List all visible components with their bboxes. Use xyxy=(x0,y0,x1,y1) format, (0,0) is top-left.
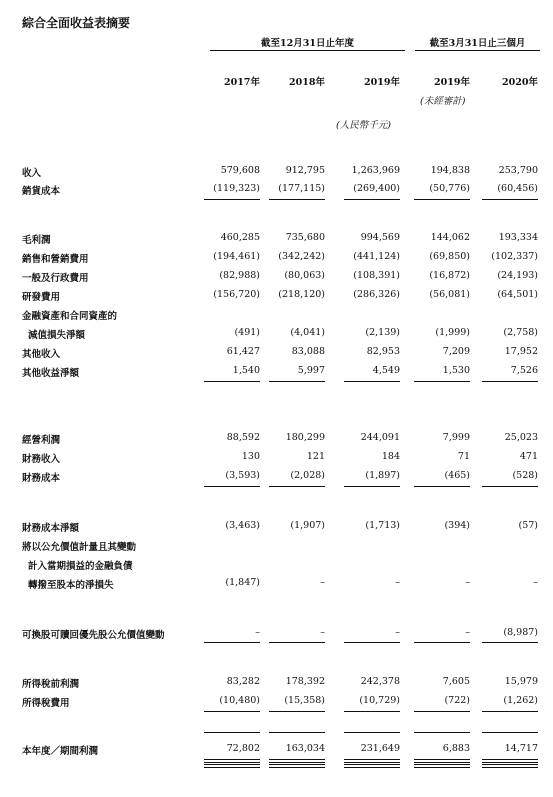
cell-value: – xyxy=(533,577,538,588)
cell-value: (286,326) xyxy=(353,289,400,300)
subtotal-rule xyxy=(414,486,470,487)
cell-value: 71 xyxy=(457,451,470,462)
cell-value: (342,242) xyxy=(278,251,325,262)
double-underline xyxy=(269,759,325,763)
cell-value: 144,062 xyxy=(430,232,470,243)
group-underline xyxy=(415,50,540,51)
subtotal-rule xyxy=(344,711,400,712)
cell-value: 1,263,969 xyxy=(351,165,400,176)
cell-value: 193,334 xyxy=(498,232,538,243)
cell-value: – xyxy=(320,577,325,588)
double-underline xyxy=(269,764,325,768)
subtotal-rule xyxy=(482,199,538,200)
cell-value: 7,209 xyxy=(442,346,470,357)
subtotal-rule xyxy=(344,199,400,200)
cell-value: (1,907) xyxy=(290,520,325,531)
cell-value: 7,999 xyxy=(442,432,470,443)
row-label: 減值損失淨額 xyxy=(28,330,86,341)
cell-value: (1,713) xyxy=(365,520,400,531)
cell-value: 231,649 xyxy=(360,743,400,754)
cell-value: (2,028) xyxy=(290,470,325,481)
subtotal-rule xyxy=(414,381,470,382)
cell-value: (15,358) xyxy=(284,695,325,706)
subtotal-rule xyxy=(344,732,400,733)
cell-value: – xyxy=(255,627,260,638)
cell-value: (60,456) xyxy=(497,183,538,194)
subtotal-rule xyxy=(204,642,260,643)
cell-value: (4,041) xyxy=(290,327,325,338)
cell-value: 180,299 xyxy=(285,432,325,443)
year-group-header: 截至12月31日止年度 xyxy=(261,38,354,49)
cell-value: 83,282 xyxy=(226,676,260,687)
cell-value: (177,115) xyxy=(278,183,325,194)
double-underline xyxy=(482,764,538,768)
subtotal-rule xyxy=(204,199,260,200)
cell-value: 994,569 xyxy=(360,232,400,243)
cell-value: (1,262) xyxy=(503,695,538,706)
subtotal-rule xyxy=(344,486,400,487)
col-header-2019-q1: 2019年 xyxy=(434,77,470,88)
cell-value: – xyxy=(320,627,325,638)
cell-value: (16,872) xyxy=(429,270,470,281)
cell-value: 184 xyxy=(381,451,400,462)
cell-value: (50,776) xyxy=(429,183,470,194)
row-label: 計入當期損益的金融負債 xyxy=(28,561,133,572)
row-label: 銷貨成本 xyxy=(22,186,61,197)
row-label: 金融資產和合同資產的 xyxy=(22,311,118,322)
subtotal-rule xyxy=(414,642,470,643)
cell-value: (2,139) xyxy=(365,327,400,338)
cell-value: 1,540 xyxy=(232,365,260,376)
cell-value: (82,988) xyxy=(219,270,260,281)
cell-value: 83,088 xyxy=(291,346,325,357)
cell-value: 253,790 xyxy=(498,165,538,176)
cell-value: (64,501) xyxy=(497,289,538,300)
row-label: 財務成本淨額 xyxy=(22,523,80,534)
subtotal-rule xyxy=(204,381,260,382)
cell-value: (156,720) xyxy=(213,289,260,300)
row-label: 研發費用 xyxy=(22,292,61,303)
cell-value: – xyxy=(465,577,470,588)
subtotal-rule xyxy=(344,642,400,643)
cell-value: 579,608 xyxy=(220,165,260,176)
cell-value: 244,091 xyxy=(360,432,400,443)
cell-value: (269,400) xyxy=(353,183,400,194)
subtotal-rule xyxy=(269,199,325,200)
cell-value: (10,729) xyxy=(359,695,400,706)
row-label: 財務收入 xyxy=(22,454,61,465)
cell-value: 130 xyxy=(241,451,260,462)
cell-value: (102,337) xyxy=(491,251,538,262)
cell-value: (69,850) xyxy=(429,251,470,262)
subtotal-rule xyxy=(482,732,538,733)
row-label: 將以公允價值計量且其變動 xyxy=(22,542,137,553)
cell-value: (441,124) xyxy=(353,251,400,262)
cell-value: (10,480) xyxy=(219,695,260,706)
cell-value: 7,526 xyxy=(510,365,538,376)
double-underline xyxy=(204,764,260,768)
cell-value: – xyxy=(395,627,400,638)
cell-value: (57) xyxy=(518,520,538,531)
subtotal-rule xyxy=(269,642,325,643)
row-label: 銷售和營銷費用 xyxy=(22,254,89,265)
double-underline xyxy=(414,764,470,768)
subtotal-rule xyxy=(204,732,260,733)
cell-value: (2,758) xyxy=(503,327,538,338)
cell-value: 1,530 xyxy=(442,365,470,376)
cell-value: 17,952 xyxy=(504,346,538,357)
cell-value: 6,883 xyxy=(442,743,470,754)
col-header-2020-q1: 2020年 xyxy=(502,77,538,88)
cell-value: (56,081) xyxy=(429,289,470,300)
cell-value: 15,979 xyxy=(504,676,538,687)
cell-value: 735,680 xyxy=(285,232,325,243)
cell-value: 82,953 xyxy=(366,346,400,357)
cell-value: (108,391) xyxy=(353,270,400,281)
cell-value: (80,063) xyxy=(284,270,325,281)
row-label: 其他收益淨額 xyxy=(22,368,80,379)
double-underline xyxy=(204,759,260,763)
subtotal-rule xyxy=(414,732,470,733)
cell-value: 163,034 xyxy=(285,743,325,754)
row-label: 所得稅前利潤 xyxy=(22,679,80,690)
cell-value: (528) xyxy=(512,470,538,481)
double-underline xyxy=(482,759,538,763)
row-label: 所得稅費用 xyxy=(22,698,70,709)
double-underline xyxy=(344,759,400,763)
col-header-2019: 2019年 xyxy=(364,77,400,88)
subtotal-rule xyxy=(414,199,470,200)
subtotal-rule xyxy=(204,486,260,487)
cell-value: (218,120) xyxy=(278,289,325,300)
cell-value: (8,987) xyxy=(503,627,538,638)
cell-value: (3,463) xyxy=(225,520,260,531)
cell-value: (722) xyxy=(444,695,470,706)
cell-value: (24,193) xyxy=(497,270,538,281)
cell-value: 14,717 xyxy=(504,743,538,754)
row-label: 毛利潤 xyxy=(22,235,51,246)
row-label: 其他收入 xyxy=(22,349,61,360)
unit-note: (人民幣千元) xyxy=(336,120,391,131)
subtotal-rule xyxy=(344,381,400,382)
cell-value: 61,427 xyxy=(226,346,260,357)
subtotal-rule xyxy=(482,711,538,712)
row-label: 本年度／期間利潤 xyxy=(22,746,99,757)
cell-value: (1,897) xyxy=(365,470,400,481)
unaudited-note: (未經審計) xyxy=(420,96,466,107)
cell-value: (1,999) xyxy=(435,327,470,338)
group-underline xyxy=(210,50,405,51)
subtotal-rule xyxy=(269,732,325,733)
cell-value: 72,802 xyxy=(226,743,260,754)
subtotal-rule xyxy=(414,711,470,712)
cell-value: 4,549 xyxy=(372,365,400,376)
cell-value: 471 xyxy=(519,451,538,462)
subtotal-rule xyxy=(269,486,325,487)
subtotal-rule xyxy=(204,711,260,712)
cell-value: 242,378 xyxy=(360,676,400,687)
row-label: 可換股可贖回優先股公允價值變動 xyxy=(22,630,165,641)
subtotal-rule xyxy=(269,381,325,382)
cell-value: 7,605 xyxy=(442,676,470,687)
page-title: 綜合全面收益表摘要 xyxy=(22,16,131,30)
quarter-group-header: 截至3月31日止三個月 xyxy=(429,38,526,49)
row-label: 轉撥至股本的淨損失 xyxy=(28,580,114,591)
row-label: 一般及行政費用 xyxy=(22,273,89,284)
cell-value: (1,847) xyxy=(225,577,260,588)
cell-value: – xyxy=(465,627,470,638)
cell-value: (394) xyxy=(444,520,470,531)
cell-value: 5,997 xyxy=(297,365,325,376)
subtotal-rule xyxy=(482,381,538,382)
subtotal-rule xyxy=(269,711,325,712)
cell-value: (3,593) xyxy=(225,470,260,481)
cell-value: 88,592 xyxy=(226,432,260,443)
cell-value: 178,392 xyxy=(285,676,325,687)
col-header-2018: 2018年 xyxy=(289,77,325,88)
cell-value: (194,461) xyxy=(213,251,260,262)
cell-value: 25,023 xyxy=(504,432,538,443)
row-label: 收入 xyxy=(22,168,42,179)
row-label: 財務成本 xyxy=(22,473,61,484)
cell-value: (491) xyxy=(234,327,260,338)
cell-value: 194,838 xyxy=(430,165,470,176)
cell-value: 460,285 xyxy=(220,232,260,243)
subtotal-rule xyxy=(482,486,538,487)
cell-value: 121 xyxy=(306,451,325,462)
col-header-2017: 2017年 xyxy=(224,77,260,88)
double-underline xyxy=(414,759,470,763)
double-underline xyxy=(344,764,400,768)
cell-value: 912,795 xyxy=(285,165,325,176)
cell-value: (119,323) xyxy=(213,183,260,194)
cell-value: – xyxy=(395,577,400,588)
cell-value: (465) xyxy=(444,470,470,481)
subtotal-rule xyxy=(482,642,538,643)
row-label: 經營利潤 xyxy=(22,435,61,446)
